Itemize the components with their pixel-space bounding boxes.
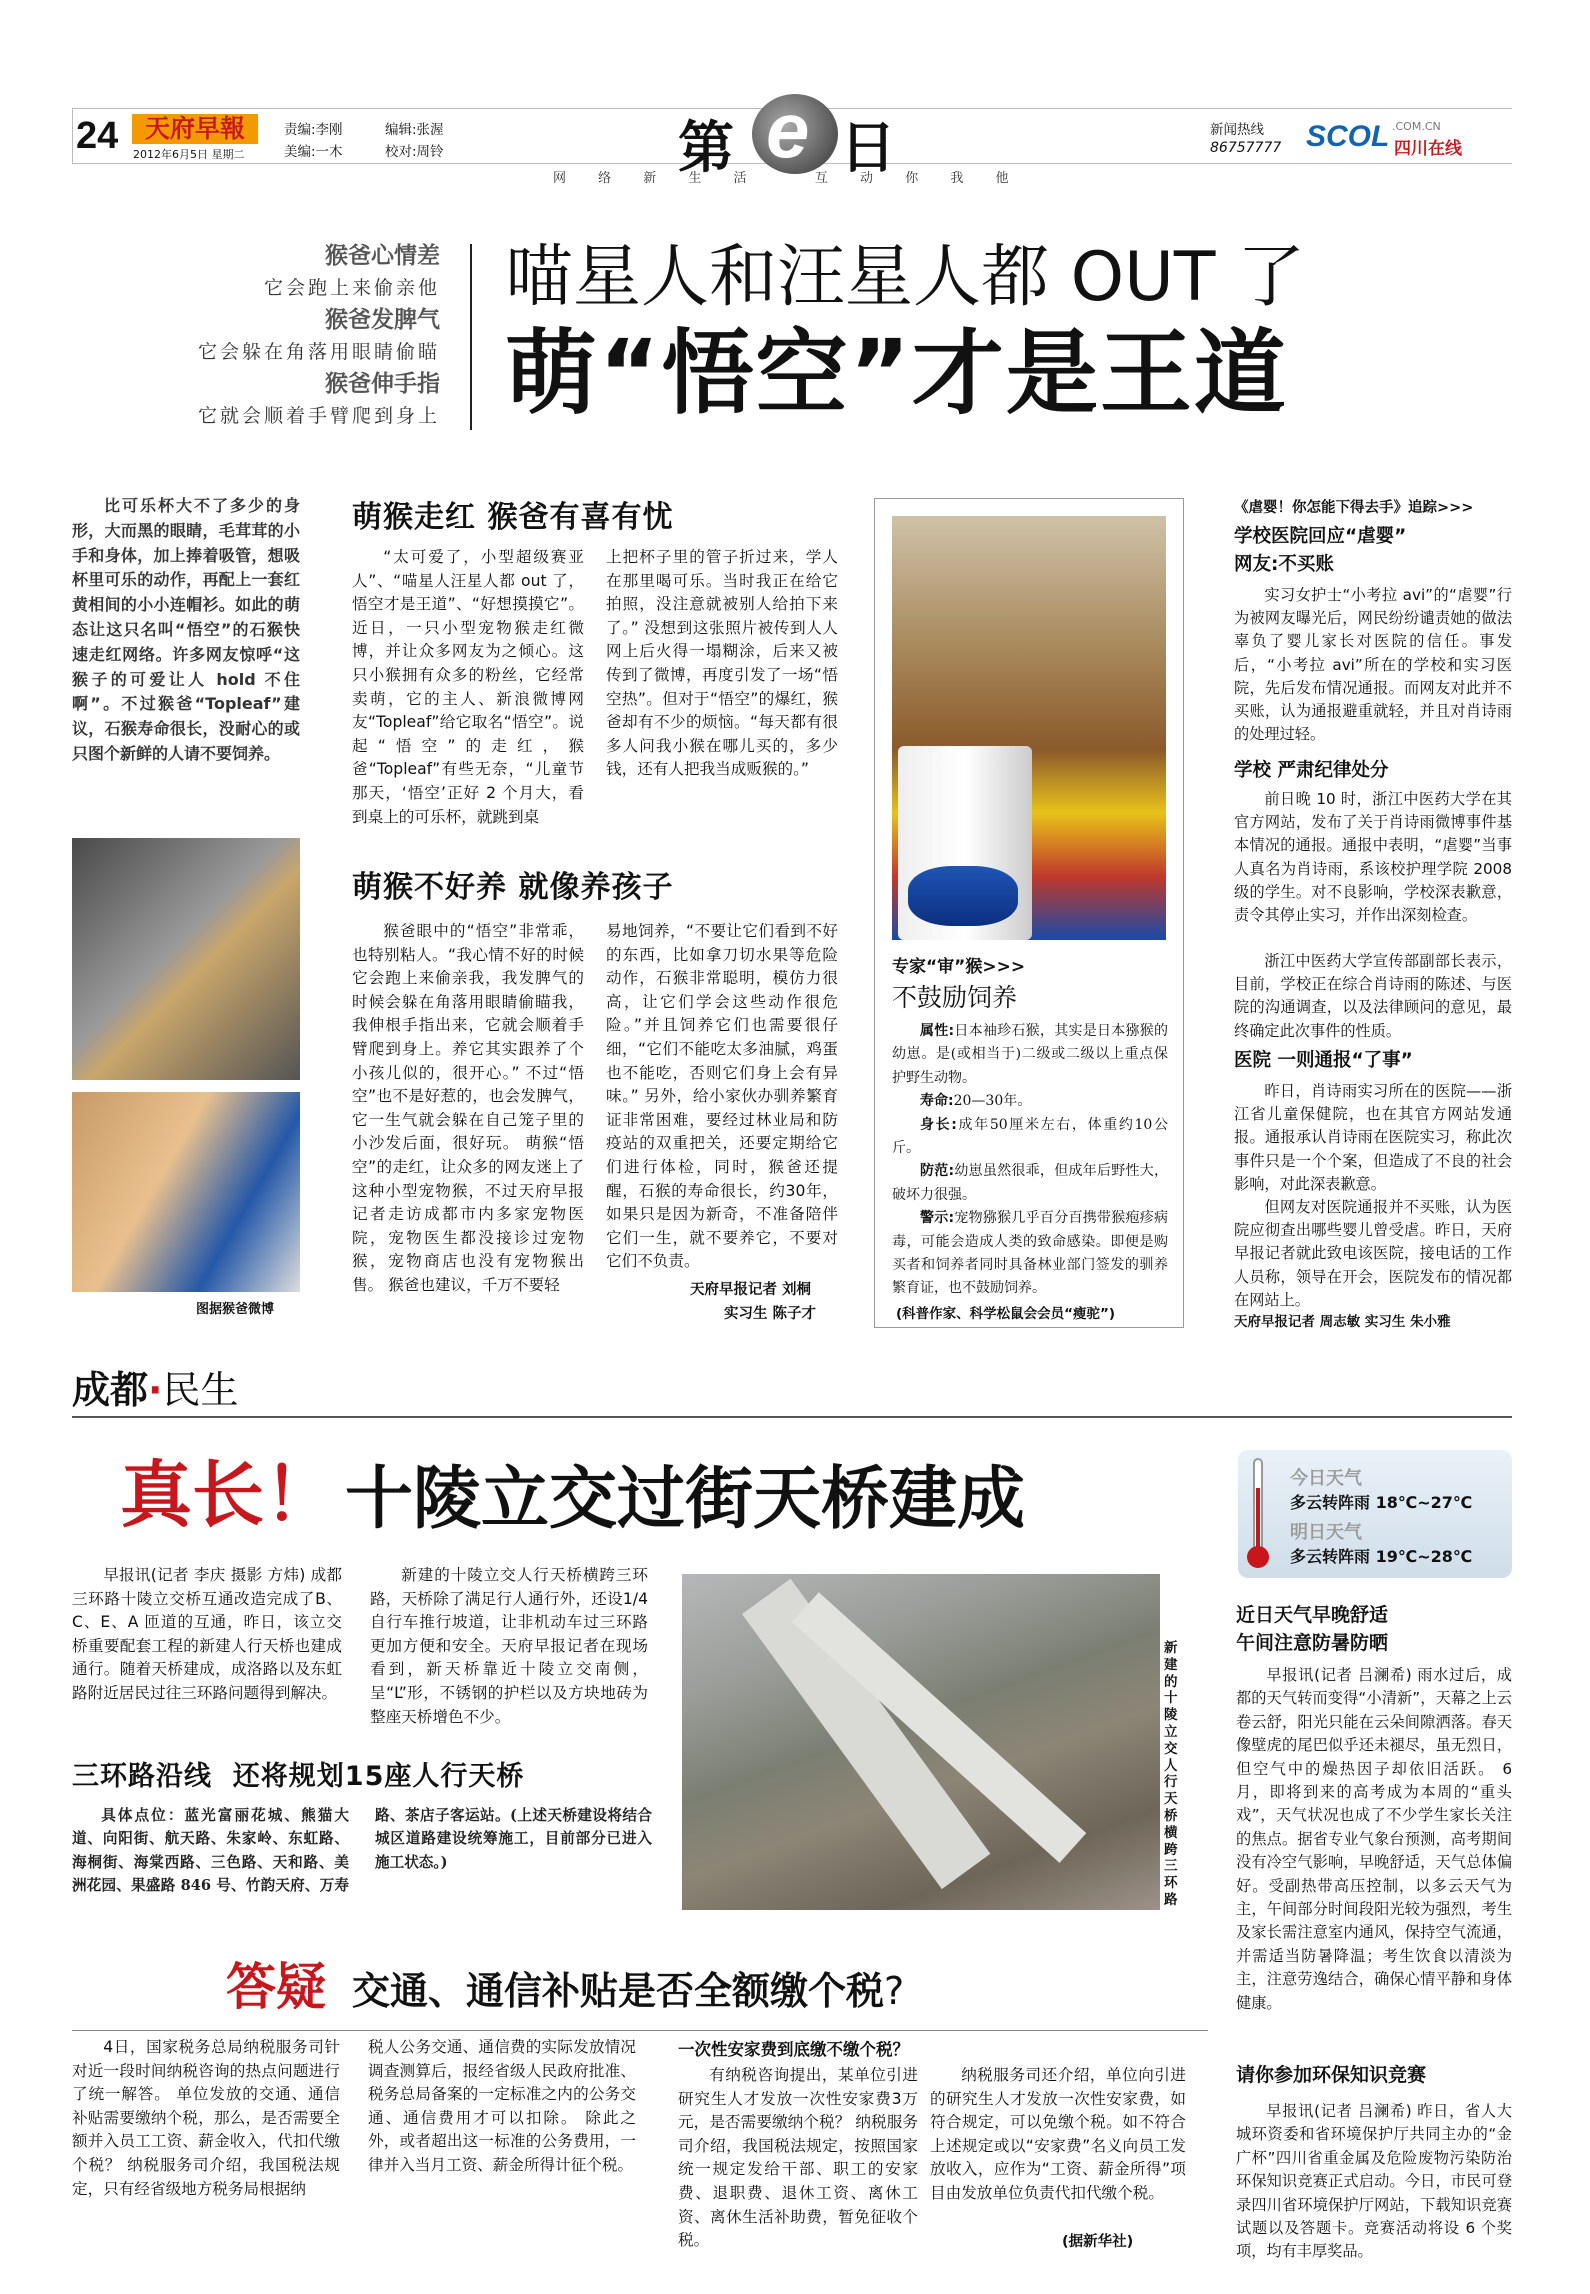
bridge-col2: 新建的十陵立交人行天桥横跨三环路，天桥除了满足行人通行外，还设1/4 自行车推行坡道，让非机动车过三环路更加方便和安全。天府早报记者在现场看到，新天桥靠近十陵立交南侧，呈“L”形，不锈钢的护栏以及方块地砖为整座天桥增色不少。 [370, 1566, 648, 1726]
sidebar-p1: 实习女护士“小考拉 avi”的“虐婴”行为被网友曝光后，网民纷纷谴责她的做法辜负了婴儿家长对医院的信任。事发后，“小考拉 avi”所在的学校和实习医院，先后发布情况通报。而网友对此并不买账，认为通报避重就轻，并且对肖诗雨的处理过轻。 [1234, 586, 1512, 744]
sidebar-title: 学校医院回应“虐婴” [1234, 526, 1407, 547]
expert-tag: 专家“审”猴>>> [892, 957, 1026, 977]
expert-item-text: 日本袖珍石猴，其实是日本猕猴的幼崽。是(或相当于)二级或二级以上重点保护野生动物。 [892, 1023, 1168, 1086]
bridge-headline-red: 真长！ [120, 1452, 337, 1537]
expert-item-text: 幼崽虽然很乖，但成年后野性大，破坏力很强。 [892, 1163, 1168, 1203]
expert-item [892, 1090, 1168, 1113]
bridge-photo-caption: 新建的十陵立交人行天桥横跨三环路 [1164, 1640, 1178, 1908]
expert-item-text: 宠物猕猴几乎百分百携带猴疱疹病毒，可能会造成人类的致命感染。即便是购买者和饲养者同时具备林业部门签发的驯养繁育证，也不鼓励饲养。 [892, 1210, 1168, 1297]
expert-item [892, 1160, 1168, 1207]
expert-credit: (科普作家、科学松鼠会会员“瘦驼”) [896, 1306, 1116, 1322]
sidebar-p4: 昨日，肖诗雨实习所在的医院——浙江省儿童保健院，也在其官方网站发通报。通报承认肖诗雨在医院实习，称此次事件只是一个个案，但造成了不良的社会影响，对此深表歉意。 [1234, 1082, 1512, 1193]
tax-q-title: 一次性安家费到底缴不缴个税？ [678, 2040, 909, 2059]
pepsi-cup [898, 746, 1032, 940]
bridge-col1: 早报讯(记者 李庆 摄影 方炜) 成都三环路十陵立交桥互通改造完成了B、C、E、A 匝道的互通，昨日，该立交桥重要配套工程的新建人行天桥也建成通行。随着天桥建成，成洛路以及东虹路附近居民过往三环路问题得到解决。 [72, 1566, 342, 1702]
expert-heading: 不鼓励饲养 [892, 983, 1018, 1012]
staff-meibian: 美编:一木 [284, 144, 343, 160]
expert-item-label: 身长: [920, 1116, 957, 1133]
tax-col1: 4日，国家税务总局纳税服务司针对近一段时间纳税咨询的热点问题进行了统一解答。 单位发放的交通、通信补贴需要缴纳个税，那么，是否需要全额并入员工工资、薪金收入，代扣代缴个税？ 纳税服务司介绍，我国税法规定，只有经省级地方税务局根据纳 [72, 2038, 340, 2198]
photo-bridge [682, 1574, 1160, 1910]
sidebar-credit: 天府早报记者 周志敏 实习生 朱小雅 [1234, 1314, 1451, 1330]
staff-jiaodui: 校对:周铃 [385, 144, 444, 160]
expert-item-label: 防范: [920, 1163, 955, 1180]
section2-byline-2: 实习生 陈子才 [724, 1306, 817, 1322]
kicker-light-1: 它会跑上来偷亲他 [263, 277, 440, 299]
partner-domain: .COM.CN [1392, 120, 1441, 133]
tax-col2: 税人公务交通、通信费的实际发放情况调查测算后，报经省级人民政府批准、税务总局备案的一定标准之内的公务交通、通信费用才可以扣除。 除此之外，或者超出这一标准的公务费用，一律并入当月工资、薪金所得计征个税。 [368, 2038, 636, 2174]
section2-col2: 易地饲养，“不要让它们看到不好的东西，比如拿刀切水果等危险动作，石猴非常聪明，模仿力很高，让它们学会这些动作很危险。”并且饲养它们也需要很仔细，“它们不能吃太多油腻，鸡蛋也不能吃，否则它们身上会有异味。” 另外，给小家伙办驯养繁育证非常困难，要经过林业局和防疫站的双重把关，还要定期给它们进行体检，同时，猴爸还提醒，石猴的寿命很长，约30年，如果只是因为新奇，不准备陪伴它们一生，就不要养它，不要对它们不负责。 [606, 922, 838, 1271]
bridge-headline: 十陵立交过街天桥建成 [345, 1460, 1026, 1539]
section1-col1: “太可爱了，小型超级赛亚人”、“喵星人汪星人都 out 了，悟空才是王道”、“好想摸摸它”。近日，一只小型宠物猴走红微博，并让众多网友为之倾心。这只小猴拥有众多的粉丝，它经常卖萌，它的主人、新浪微博网友“Topleaf”给它取名“悟空”。说起“悟空”的走红，猴爸“Topleaf”有些无奈，“儿童节那天，‘悟空’正好 2 个月大，看到桌上的可乐杯，就跳到桌 [352, 548, 584, 826]
weather-body: 早报讯(记者 吕澜希) 雨水过后，成都的天气转而变得“小清新”，天幕之上云卷云舒，阳光只能在云朵间隙洒落。春天像壁虎的尾巴似乎还未褪尽，虽无烈日，但空气中的燥热因子却依旧活跃。 6 月，即将到来的高考成为本周的“重头戏”，天气状况也成了不少学生家长关注的焦点。据省专业气象台预测，高考期间没有冷空气影响，早晚舒适，天气总体偏好。受副热带高压控制，以多云天气为主，午间部分时间段阳光较为强烈，考生及家长需注意室内通风，保持空气流通，并需适当防暑降温；考生饮食以清淡为主，注意劳逸结合，确保心情平静和身体健康。 [1236, 1666, 1512, 2012]
weather-title-2: 午间注意防暑防晒 [1236, 1632, 1389, 1654]
tax-rule [72, 2030, 1208, 2031]
sidebar-p5: 但网友对医院通报并不买账，认为医院应彻查出哪些婴儿曾受虐。昨日，天府早报记者就此致电该医院，接电话的工作人员称，领导在开会，医院发布的情况都在网站上。 [1234, 1198, 1512, 1309]
weather-today-label: 今日天气 [1290, 1468, 1362, 1489]
slogan: 网 络 新 生 活 互 动 你 我 他 [553, 171, 1023, 186]
section-label-rule [72, 1416, 1512, 1418]
issue-date: 2012年6月5日 星期二 [133, 148, 245, 161]
tax-credit: (据新华社) [1062, 2234, 1134, 2250]
expert-item [892, 1020, 1168, 1090]
expert-item [892, 1207, 1168, 1301]
partner-logo: SCOL [1306, 120, 1390, 153]
paper-logo: 天府早報 [132, 114, 258, 144]
kicker-divider [470, 244, 472, 430]
sidebar-p3: 浙江中医药大学宣传部副部长表示，目前，学校正在综合肖诗雨的陈述、与医院的沟通调查，以及法律顾问的意见，最终确定此次事件的性质。 [1234, 952, 1512, 1040]
tax-headline [352, 1966, 904, 2016]
section1-col2: 上把杯子里的管子折过来，学人在那里喝可乐。当时我正在给它拍照，没注意就被别人给拍下来了。” 没想到这张照片被传到人人网上后火得一塌糊涂，后来又被传到了微博，再度引发了一场“悟空热”。但对于“悟空”的爆红，猴爸却有不少的烦恼。“每天都有很多人问我小猴在哪儿买的，多少钱，还有人把我当成贩猴的。” [606, 548, 838, 779]
expert-items [892, 1020, 1168, 1301]
photo-monkey-drinking-cable [72, 838, 300, 1080]
tax-headline-text: 交通、通信补贴是否全额缴个税 [352, 1969, 885, 2013]
bridge-sub-heading: 三环路沿线 还将规划15座人行天桥 [72, 1761, 525, 1792]
headline-2: 萌“悟空”才是王道 [505, 320, 1288, 427]
section2-heading: 萌猴不好养 就像养孩子 [352, 870, 674, 905]
expert-item [892, 1114, 1168, 1161]
expert-item-label: 属性: [920, 1023, 955, 1039]
env-title: 请你参加环保知识竞赛 [1236, 2064, 1427, 2086]
headline-1: 喵星人和汪星人都 OUT 了 [505, 238, 1306, 317]
section1-heading: 萌猴走红 猴爸有喜有忧 [352, 500, 674, 535]
kicker-bold-1: 猴爸心情差 [325, 243, 440, 269]
expert-item-text: 20—30年。 [953, 1093, 1032, 1110]
expert-item-label: 警示: [920, 1210, 955, 1227]
photo-monkey-sleeping [72, 1092, 300, 1292]
section2-col1: 猴爸眼中的“悟空”非常乖，也特别粘人。“我心情不好的时候它会跑上来偷亲我，我发脾气的时候会躲在角落用眼睛偷瞄我，我伸根手指出来，它就会顺着手臂爬到身上。养它其实跟养了个小孩儿似的，很开心。” 不过“悟空”也不是好惹的，也会发脾气，它一生气就会躲在自己笼子里的小沙发后面，很好玩。 萌猴“悟空”的走红，让众多的网友迷上了这种小型宠物猴，不过天府早报记者走访成都市内多家宠物医院，宠物医生都没接诊过宠物猴，宠物商店也没有宠物猴出售。 猴爸也建议，千万不要轻 [352, 922, 584, 1294]
pepsi-logo [908, 866, 1018, 926]
sidebar-series: 《虐婴！你怎能下得去手》追踪>>> [1234, 500, 1474, 516]
tax-col4: 纳税服务司还介绍，单位向引进的研究生人才发放一次性安家费，如符合规定，可以免缴个税。如不符合上述规定或以“安家费”名义向员工发放收入，应作为“工资、薪金所得”项目由发放单位负责代扣代缴个税。 [930, 2066, 1186, 2202]
hotline-label: 新闻热线 [1210, 122, 1264, 138]
sidebar-p2: 前日晚 10 时，浙江中医药大学在其官方网站，发布了关于肖诗雨微博事件基本情况的通报。通报中表明，“虐婴”当事人真名为肖诗雨，系该校护理学院 2008 级的学生。对不良影响，学校深表歉意，责令其停止实习，并作出深刻检查。 [1234, 790, 1512, 925]
kicker-light-2: 它会躲在角落用眼睛偷瞄 [197, 341, 440, 363]
photo-caption-weibo: 图据猴爸微博 [196, 1302, 275, 1317]
expert-item-text: 成年50厘米左右，体重约10公斤。 [892, 1116, 1168, 1157]
thermometer-icon [1246, 1458, 1270, 1570]
tax-col3: 有纳税咨询提出，某单位引进研究生人才发放一次性安家费3万元，是否需要缴纳个税？ 纳税服务司介绍，我国税法规定，按照国家统一规定发给干部、职工的安家费、退职费、退休工资、离休工资、离休生活补助费，暂免征收个税。 [678, 2066, 918, 2250]
staff-zeren: 责编:李刚 [284, 122, 343, 138]
sidebar-h-school: 学校 严肃纪律处分 [1234, 760, 1389, 781]
partner-name: 四川在线 [1394, 139, 1462, 159]
sidebar-h-hospital: 医院 一则通报“了事” [1234, 1050, 1413, 1071]
weather-title-1: 近日天气早晚舒适 [1236, 1604, 1389, 1626]
hotline-number: 86757777 [1210, 140, 1282, 156]
tax-tag: 答疑 [226, 1957, 326, 2016]
expert-item-label: 寿命: [920, 1093, 954, 1110]
sidebar-subtitle: 网友:不买账 [1234, 554, 1334, 575]
kicker-light-3: 它就会顺着手臂爬到身上 [197, 405, 440, 427]
staff-bianji: 编辑:张渥 [385, 122, 444, 138]
section-title-b: 日 [840, 116, 896, 181]
weather-tomorrow-text: 多云转阵雨 19℃~28℃ [1290, 1547, 1473, 1566]
photo-monkey-pepsi [892, 516, 1166, 940]
page-number: 24 [76, 115, 119, 157]
lead-intro: 比可乐杯大不了多少的身形，大而黑的眼睛，毛茸茸的小手和身体，加上捧着吸管，想吸杯里可乐的动作，再配上一套红黄相间的小小连帽衫。如此的萌态让这只名叫“悟空”的石猴快速走红网络。许多网友惊呼“这猴子的可爱让人 hold 不住啊”。不过猴爸“Topleaf”建议，石猴寿命很长，没耐心的或只图个新鲜的人请不要饲养。 [72, 496, 300, 763]
section-label [72, 1366, 238, 1414]
section-label-dot: · [148, 1368, 163, 1412]
weather-today-text: 多云转阵雨 18℃~27℃ [1290, 1493, 1473, 1512]
weather-tomorrow-label: 明日天气 [1290, 1522, 1362, 1543]
kicker [140, 240, 440, 432]
env-body: 早报讯(记者 吕澜希) 昨日，省人大城环资委和省环境保护厅共同主办的“金广杯”四川省重金属及危险废物污染防治环保知识竞赛正式启动。今日，市民可登录四川省环境保护厅网站，下载知识竞赛试题以及答题卡。竞赛活动将设 6 个奖项，均有丰厚奖品。 [1236, 2102, 1512, 2261]
section2-byline-1: 天府早报记者 刘桐 [690, 1282, 812, 1298]
kicker-bold-2: 猴爸发脾气 [325, 307, 440, 333]
bridge-locations: 具体点位：蓝光富丽花城、熊猫大道、向阳街、航天路、朱家岭、东虹路、海桐街、海棠西路、三色路、天和路、美洲花园、果盛路 846 号、竹韵天府、万寿路、茶店子客运站。(上述天桥建设将结合城区道路建设统筹施工，目前部分已进入施工状态。) [72, 1807, 652, 1895]
section-title-e: e [766, 86, 810, 174]
section-label-b: 民生 [162, 1368, 239, 1412]
section-label-a: 成都 [72, 1368, 149, 1412]
kicker-bold-3: 猴爸伸手指 [325, 371, 440, 397]
section-title-a: 第 [678, 116, 734, 181]
tax-headline-q: ? [884, 1969, 905, 2013]
